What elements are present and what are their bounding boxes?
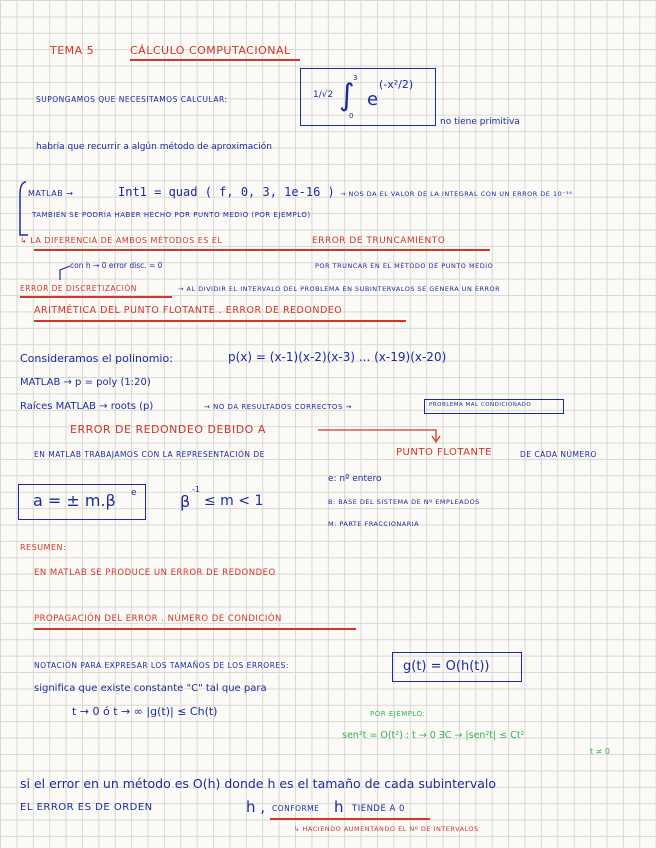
example-1: sen²t = O(t²) : t → 0 ∃C → |sen²t| ≤ Ct² — [342, 730, 525, 741]
poly-formula: p(x) = (x-1)(x-2)(x-3) ... (x-19)(x-20) — [228, 350, 447, 364]
def-e: e: nº entero — [328, 474, 382, 484]
range-exp: -1 — [192, 485, 200, 494]
order-line3: ↳ HACIENDO AUMENTANDO EL Nº DE INTERVALOS — [294, 825, 479, 833]
order-conforme: CONFORME — [272, 804, 320, 813]
order-h2: h — [334, 798, 344, 816]
order-line1: si el error en un método es O(h) donde h es el tamaño de cada subintervalo — [20, 776, 496, 791]
order-h: h , — [246, 798, 266, 816]
formula-text: a = ± m.β — [33, 491, 116, 510]
resumen-label: RESUMEN: — [20, 543, 67, 552]
roots-result: → NO DA RESULTADOS CORRECTOS → — [204, 403, 352, 411]
matlab-label: MATLAB → — [28, 189, 74, 198]
repr-end: DE CADA NÚMERO — [520, 450, 597, 459]
example-2: t ≠ 0 — [590, 747, 611, 756]
discretizacion-limit: con h → 0 error disc. = 0 — [70, 261, 163, 270]
integral-upper: 3 — [353, 74, 358, 82]
notation-box — [392, 652, 522, 682]
mal-condicionado-label: PROBLEMA MAL CONDICIONADO — [429, 402, 532, 408]
cond-line: t → 0 ó t → ∞ |g(t)| ≤ Ch(t) — [72, 705, 218, 718]
redondeo-debido: ERROR DE REDONDEO DEBIDO A — [70, 423, 266, 436]
formula-box — [18, 484, 146, 520]
range-rest: ≤ m < 1 — [204, 493, 264, 509]
propag-underline — [34, 628, 356, 630]
repr-line: EN MATLAB TRABAJAMOS CON LA REPRESENTACIÓN DE — [34, 450, 265, 459]
order-tiende: TIENDE A 0 — [352, 804, 405, 814]
range-beta: β — [180, 492, 191, 511]
resumen-text: EN MATLAB SE PRODUCE UN ERROR DE REDONDEO — [34, 568, 276, 578]
signif-line: significa que existe constante "C" tal que para — [34, 683, 267, 694]
integral-exp: (-x²/2) — [379, 78, 414, 91]
diferencia-line: ↳ LA DIFERENCIA DE AMBOS MÉTODOS ES EL — [20, 236, 223, 245]
formula-exp: e — [131, 488, 137, 498]
notation-formula: g(t) = O(h(t)) — [403, 659, 490, 674]
page-title: CÁLCULO COMPUTACIONAL — [130, 44, 291, 57]
discretizacion-note: → AL DIVIDIR EL INTERVALO DEL PROBLEMA EN SUBINTERVALOS SE GENERA UN ERROR — [178, 285, 501, 293]
tema-label: TEMA 5 — [50, 44, 95, 57]
order-line2-pre: EL ERROR ES DE ORDEN — [20, 802, 153, 813]
poly-intro: Consideramos el polinomio: — [20, 352, 173, 365]
intro-line2: habría que recurrir a algún método de aproximación — [36, 142, 272, 152]
order-underline — [270, 818, 430, 820]
punto-medio-line: TAMBIÉN SE PODRÍA HABER HECHO POR PUNTO MEDIO (POR EJEMPLO) — [32, 211, 311, 219]
integral-coef: 1/√2 — [313, 90, 334, 100]
error-discretizacion: ERROR DE DISCRETIZACIÓN — [20, 284, 137, 293]
quad-command: Int1 = quad ( f, 0, 3, 1e-16 ) — [118, 185, 335, 199]
intro-line1: SUPONGAMOS QUE NECESITAMOS CALCULAR: — [36, 95, 228, 104]
quad-result: → NOS DA EL VALOR DE LA INTEGRAL CON UN ERROR DE 10⁻¹⁶ — [340, 190, 573, 198]
integral-sign: ∫ — [339, 78, 355, 113]
roots-line: Raíces MATLAB → roots (p) — [20, 401, 154, 412]
error-truncamiento: ERROR DE TRUNCAMIENTO — [312, 236, 446, 246]
def-m: M: PARTE FRACCIONARIA — [328, 520, 420, 528]
truncar-note: POR TRUNCAR EN EL MÉTODO DE PUNTO MEDIO — [315, 262, 494, 270]
integral-body: e — [367, 89, 379, 110]
def-beta: Β: BASE DEL SISTEMA DE Nº EMPLEADOS — [328, 498, 480, 506]
matlab-poly: MATLAB → p = poly (1:20) — [20, 377, 151, 388]
arith-heading: ARITMÉTICA DEL PUNTO FLOTANTE . ERROR DE REDONDEO — [34, 305, 343, 316]
no-primitive-note: no tiene primitiva — [440, 117, 520, 127]
propag-heading: PROPAGACIÓN DEL ERROR . NÚMERO DE CONDICIÓN — [34, 614, 282, 624]
example-label: POR EJEMPLO: — [370, 710, 426, 718]
punto-flotante: PUNTO FLOTANTE — [396, 447, 492, 458]
notation-line: NOTACIÓN PARA EXPRESAR LOS TAMAÑOS DE LOS ERRORES: — [34, 661, 289, 670]
integral-lower: 0 — [349, 112, 354, 120]
